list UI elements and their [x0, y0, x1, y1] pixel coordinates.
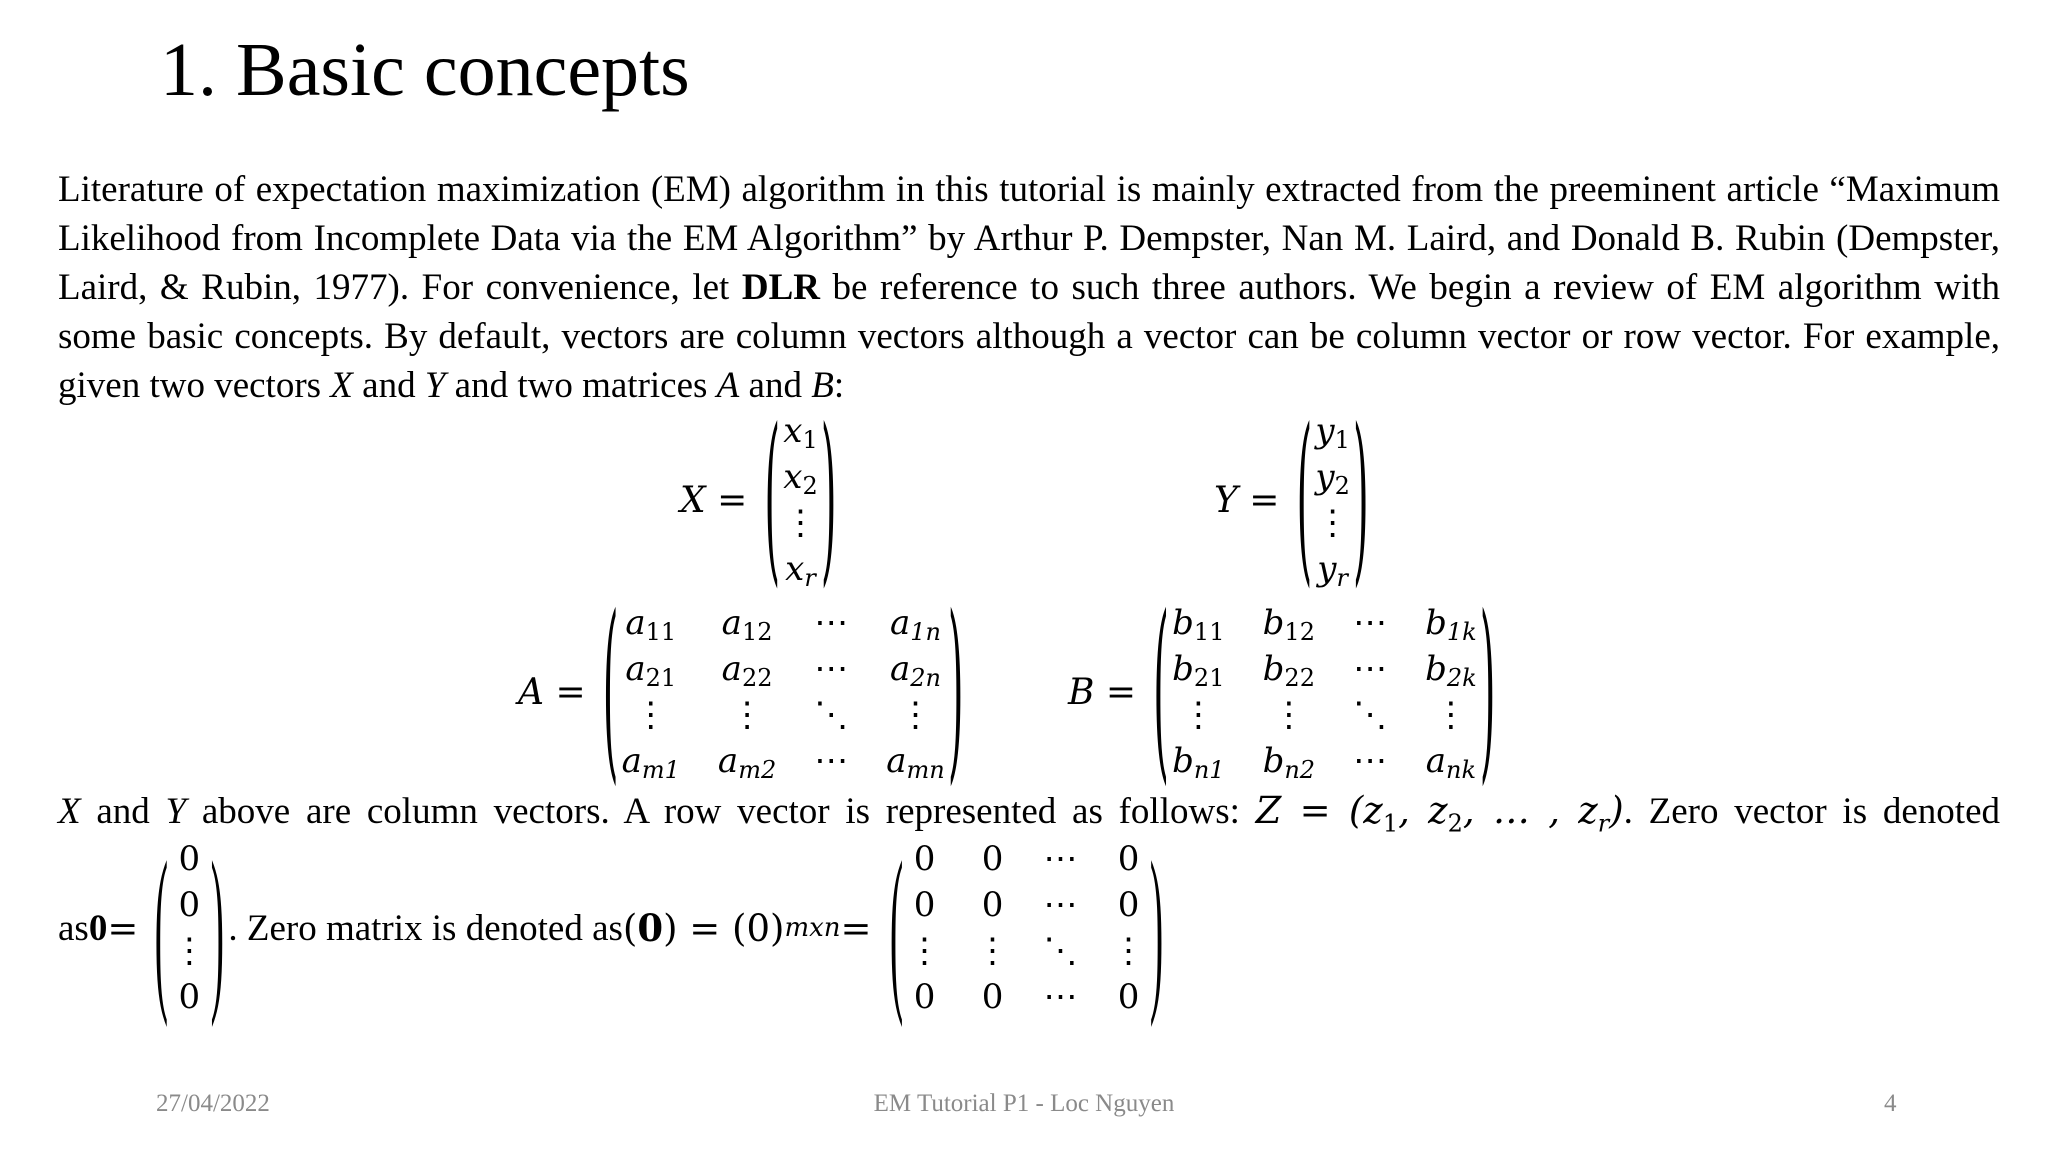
zero-matrix-entry: ⋮ — [975, 931, 1010, 971]
vector-entry: $y_2$ — [1315, 457, 1350, 500]
zero-vector — [172, 836, 206, 1020]
matrix-entry: $b_{n2}$ — [1262, 741, 1316, 784]
footer-date: 27/04/2022 — [156, 1090, 270, 1117]
vector-entry: $y_r$ — [1317, 549, 1348, 592]
left-paren: ( — [764, 394, 781, 606]
matrix-entry: ⋮ — [1433, 695, 1468, 735]
zero-matrix-entry: 0 — [913, 885, 936, 925]
matrix-entry: $b_{11}$ — [1172, 603, 1225, 646]
zero-vector-entry: 0 — [178, 977, 201, 1017]
matrix-entry: $a_{21}$ — [625, 649, 677, 692]
matrix-entry: ⋮ — [1271, 695, 1306, 735]
zero-matrix-entry: 0 — [1117, 977, 1140, 1017]
zero-matrix-entry: 0 — [981, 885, 1004, 925]
matrix-entry: $a_{m2}$ — [717, 741, 777, 784]
matrix-entry: $a_{1n}$ — [889, 603, 941, 646]
matrix-entry: ⋮ — [730, 695, 765, 735]
matrix-entry: ⋱ — [814, 695, 849, 735]
zero-matrix-entry: 0 — [981, 839, 1004, 879]
vector-entry: ⋮ — [1315, 503, 1350, 543]
zero-definition-line: as 0 = ( 0 0 ⋮ 0 ) . Zero matrix is denoted as ( 0 ) = (0) mxn = ( 0 0 ⋯ 0 0 0 ⋯ 0 ⋮ ⋮ ⋱ ⋮ 0 0 ⋯ 0 ) — [58, 822, 1164, 1030]
matrix-entry: ⋯ — [814, 741, 849, 781]
zero-matrix-entry: 0 — [913, 839, 936, 879]
zero-matrix-entry: ⋯ — [1043, 977, 1078, 1017]
matrix-entry: $b_{1k}$ — [1425, 603, 1477, 646]
matrix-entry: $a_{m1}$ — [621, 741, 680, 784]
zero-vector-entry: 0 — [178, 885, 201, 925]
vector-y-entries — [1315, 408, 1350, 592]
matrix-entry: $a_{2n}$ — [889, 649, 941, 692]
vector-x-equation: X = ( $x_1$ $x_2$ ⋮ $x_r$ ) — [680, 410, 840, 590]
matrix-entry: ⋮ — [633, 695, 668, 735]
zero-matrix — [908, 836, 1146, 1020]
vector-entry: $x_r$ — [785, 549, 816, 592]
intro-paragraph: Literature of expectation maximization (EM) algorithm in this tutorial is mainly extracted from the preeminent article “Maximum Likelihood from Incomplete Data via the EM Algorithm” by Arthur P. Dempster, Nan M. Laird, and Donald B. Rubin (Dempster, Laird, & Rubin, 1977). For convenience, let DLR be reference to such three authors. We begin a review of EM algorithm with some basic concepts. By default, vectors are column vectors although a vector can be column vector or row vector. For example, given two vectors X and Y and two matrices A and B: — [58, 169, 2000, 406]
vector-x-entries — [783, 408, 817, 592]
matrix-entry: ⋯ — [1353, 649, 1388, 689]
matrix-a-equation: A = ( $a_{11}$ $a_{12}$ ⋯ $a_{1n}$ $a_{21}$ $a_{22}$ ⋯ $a_{2n}$ ⋮ ⋮ ⋱ ⋮ $a_{m1}$ $a_{m2}$ ⋯ $a_{mn}$ ) — [518, 579, 964, 805]
zero-vector-entry: ⋮ — [172, 931, 207, 971]
page-number: 4 — [1884, 1090, 1897, 1117]
matrix-entry: $a_{12}$ — [721, 603, 773, 646]
matrix-entry: $a_{11}$ — [625, 603, 677, 646]
zero-matrix-entry: ⋮ — [1111, 931, 1146, 971]
matrix-entry: ⋯ — [1353, 603, 1388, 643]
zero-matrix-entry: ⋯ — [1043, 885, 1078, 925]
zero-matrix-entry: 0 — [1117, 885, 1140, 925]
vector-entry: $y_1$ — [1315, 411, 1350, 454]
zero-matrix-entry: ⋯ — [1043, 839, 1078, 879]
page-title: 1. Basic concepts — [160, 28, 690, 112]
row-vector-paragraph: X and Y above are column vectors. A row vector is represented as follows: $Z = (z_1$, $z_2$, … , $z_r$). Zero vector is denoted — [58, 789, 2000, 838]
matrix-entry: $b_{2k}$ — [1425, 649, 1477, 692]
matrix-entry: $b_{12}$ — [1262, 603, 1315, 646]
matrix-entry: ⋯ — [814, 649, 849, 689]
vector-entry: $x_1$ — [783, 411, 818, 454]
zero-matrix-entry: 0 — [1117, 839, 1140, 879]
matrix-entry: $b_{n1}$ — [1172, 741, 1225, 784]
zero-matrix-entry: 0 — [981, 977, 1004, 1017]
vector-entry: $x_2$ — [783, 457, 818, 500]
right-paren: ) — [820, 394, 837, 606]
matrix-entry: $a_{nk}$ — [1425, 741, 1476, 784]
matrix-entry: $a_{22}$ — [721, 649, 773, 692]
matrix-entry: ⋱ — [1353, 695, 1388, 735]
matrix-entry: ⋮ — [1181, 695, 1216, 735]
vector-entry: ⋮ — [783, 503, 818, 543]
matrix-entry: ⋮ — [898, 695, 933, 735]
matrix-entry: ⋯ — [1353, 741, 1388, 781]
matrix-entry: $a_{mn}$ — [886, 741, 945, 784]
matrix-entry: $b_{22}$ — [1262, 649, 1315, 692]
zero-matrix-entry: ⋱ — [1043, 931, 1078, 971]
matrix-entry: ⋯ — [814, 603, 849, 643]
matrix-b-equation: B = ( $b_{11}$ $b_{12}$ ⋯ $b_{1k}$ $b_{21}$ $b_{22}$ ⋯ $b_{2k}$ ⋮ ⋮ ⋱ ⋮ $b_{n1}$ $b_{n2}$ ⋯ $a_{nk}$ ) — [1068, 579, 1496, 805]
dlr-bold: DLR — [741, 267, 820, 308]
matrix-b-entries — [1172, 600, 1477, 784]
vector-y-equation: Y = ( $y_1$ $y_2$ ⋮ $y_r$ ) — [1214, 394, 1369, 606]
matrix-a-entries — [622, 600, 945, 784]
footer-title: EM Tutorial P1 - Loc Nguyen — [873, 1090, 1175, 1117]
zero-vector-entry: 0 — [178, 839, 201, 879]
zero-matrix-entry: 0 — [913, 977, 936, 1017]
matrix-entry: $b_{21}$ — [1172, 649, 1225, 692]
zero-matrix-entry: ⋮ — [907, 931, 942, 971]
